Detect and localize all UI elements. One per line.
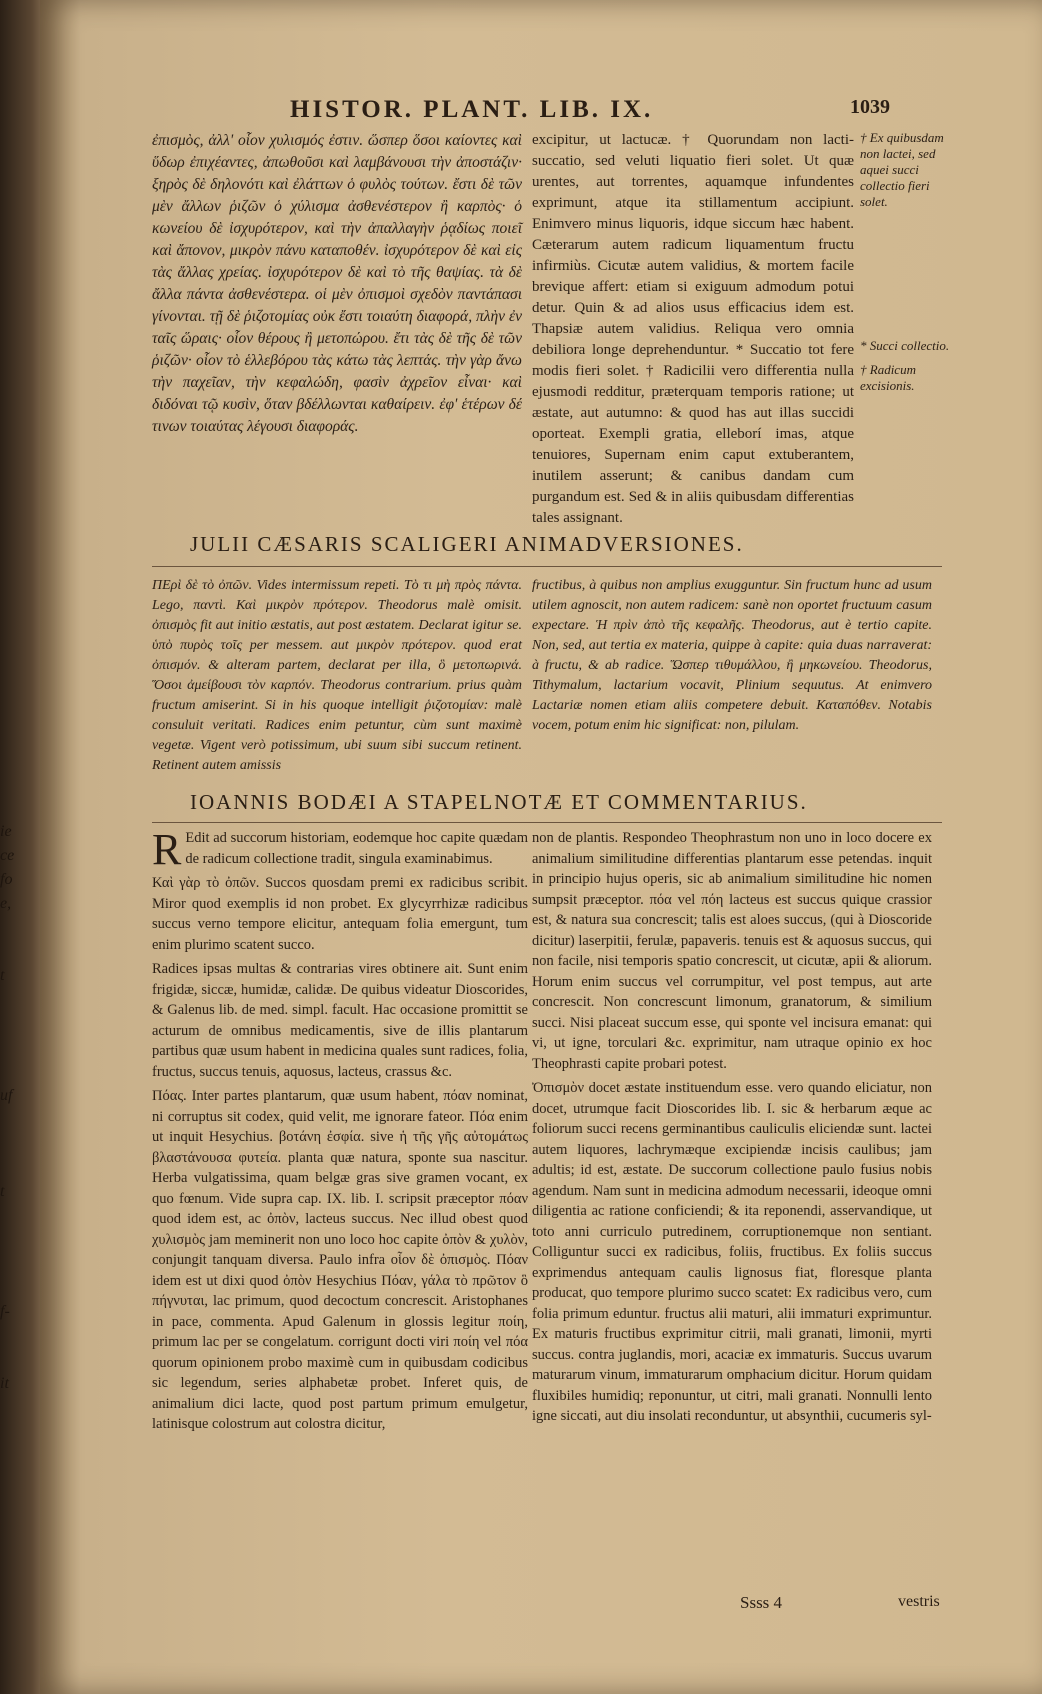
running-title: HISTOR. PLANT. LIB. IX. [290, 96, 654, 123]
margin-note: * Succi collectio. [860, 338, 950, 353]
bodaeus-right-column [532, 828, 932, 1431]
greek-text-column [152, 130, 522, 442]
commentary-paragraph: R Edit ad succorum historiam, eodemque hoc capite quædam de radicum collectione tradit, singula examinabimus. [152, 825, 528, 874]
marginal-notes [860, 130, 952, 402]
bodaeus-section-title: IOANNIS BODÆI A STAPELNOTÆ ET COMMENTARIUS. [190, 790, 808, 814]
commentary-paragraph: non de plantis. Respondeo Theophrastum non uno in loco docere ex animalium similitudine differentias plantarum esse petendas. inquit in principio hujus operis, sic ab animalium similitudine hic nomen sumpsit præceptor. πόα vel πόη lacteus est succus quique crassior est, & natura sua concrescit; talis est aloes succus, (qui à Dioscoride dicitur) laserpitii, ferulæ, papaveris. tenuis est & aquosus succus, qui non facile, nisi temporis spatio concrescit, ut cicutæ, apii & aliorum. Horum enim succus vel corrumpitur, vel post tempus, aut arte concrescit. Non concrescunt limonum, granatorum, & similium succi. Nisi placeat succum esse, qui sponte vel incisura emanat: qui vi, ut igne, torculari &c. exprimitur, nam utraque opinio ex hoc Theophrasti capite probari potest. [532, 830, 932, 1072]
divider-rule [152, 822, 942, 823]
scaliger-section-title: JULII CÆSARIS SCALIGERI ANIMADVERSIONES. [190, 532, 744, 556]
scaliger-text: ΠΕρὶ δὲ τὸ ὀπῶν. Vides intermissum repeti. Τὸ τι μὴ πρὸς πάντα. Lego, παντὶ. Καὶ μικρὸν πρότερον. Theodorus malè omisit. ὀπισμὸς fit aut initio æstatis, aut post æstatem. Declarat igitur se. ὑπὸ πυρὸς τοῖς per messem. aut μικρὸν πρότερον. quod erat ὀπισμόν. & alteram partem, declarat per illa, ὃ μετοπωρινά. Ὅσοι ἀμείβουσι τὸν καρπόν. Theodorus contrarium. prius quàm fructum amiserint. Si in his quoque intelligit ῥιζοτομίαν: malè consuluit veritati. Radices enim petuntur, cùm sunt maximè vegetæ. Vigent verò potissimum, ubi suum sibi succum retinent. Retinent autem amissis [152, 578, 522, 773]
latin-translation-column [532, 130, 854, 533]
previous-page-fragment: ie ce fo e, t uf t f- it [0, 823, 15, 1392]
drop-cap: R [152, 825, 182, 874]
page-number: 1039 [850, 96, 890, 118]
commentary-paragraph: Radices ipsas multas & contrarias vires obtinere ait. Sunt enim frigidæ, siccæ, humidæ, calidæ. De quibus videatur Dioscorides, & Galenus lib. de med. simpl. facult. Hac occasione promittit se acturum de omnibus medicamentis, sive de illis plantarum partibus quæ usum habent in medicina quales sunt radices, folia, fructus, succus tenuis, aquosus, lacteus, crassus &c. [152, 961, 528, 1080]
signature-mark: Ssss 4 [740, 1593, 783, 1612]
margin-note: † Radicum excisionis. [860, 362, 916, 393]
commentary-paragraph: Ὀπισμὸν docet æstate instituendum esse. vero quando eliciatur, non docet, utrumque facit Dioscorides lib. I. sic & herbarum æque ac foliorum succi recens germinantibus cauliculis eliciendæ sunt. lactei autem liquores, lachrymæque excipiendæ incisis caulibus; jam adultis; id est, æstate. De succorum collectione paulo fusius nobis agendum. Nam sunt in medicina admodum necessarii, ideoque omni diligentia ac ratione conficiendi; & ita reponendi, asservandique, ut toto anni curriculo putredinem, corruptionemque non sentiant. Colliguntur succi ex radicibus, foliis, fructibus. Ex foliis succus exprimendus antequam caulis lignosus fiat, floresque planta producat, quo tempore plurimo succo scatet: Ex radicibus vero, cum folia primum eduntur. fructus alii maturi, alii immaturi exprimuntur. Ex maturis fructibus exprimitur citrii, mali granati, limonii, myrti succus. contra juglandis, mori, acaciæ ex immaturis. Succus uvarum maturarum vinum, immaturarum omphacium dicitur. Horum quidam fluxibiles humidiq; reponuntur, ut citri, mali granati. Nonnulli lento igne siccati, aut diu insolati reconduntur, ut absynthii, cucumeris syl- [532, 1080, 932, 1424]
latin-paragraph: excipitur, ut lactucæ. † Quorundam non lacti-succatio, sed veluti liquatio fieri solet. Ut quæ urentes, aut torrentes, aquamque infundentes exprimunt, atque ita stillamentum accipiunt. Enimvero minus liquoris, idque siccum hæc habent. Cæterarum autem radicum liquamentum fructu infirmiùs. Cicutæ autem validius, & mortem facile brevique affert: etiam si exiguum admodum potui detur. Quin & ad alios usus efficacius idem est. Thapsiæ autem validius. Reliqua vero omnia debiliora longe deprehenduntur. * Succatio tot fere modis fieri solet. † Radicilii vero differentia nulla ejusmodi redditur, præterquam temporis ratione; ut æstate, aut autumno: & quod has aut illas succidi oporteat. Exempli gratia, elleborí imas, atque tenuiores, Supernam enim caput extuberantem, inutilem asserunt; & canibus dandam cum purgandum est. Sed & in aliis quibusdam differentias tales assignant. [532, 132, 854, 526]
scaliger-left-column [152, 576, 522, 780]
bodaeus-left-column [152, 825, 528, 1439]
catchword: vestris [898, 1593, 940, 1610]
divider-rule [152, 566, 942, 567]
scaliger-right-column [532, 576, 932, 740]
greek-paragraph: ἐπισμὸς, ἀλλ' οἷον χυλισμός ἐστιν. ὥσπερ ὅσοι καίοντες καὶ ὕδωρ ἐπιχέαντες, ἀπωθοῦσι καὶ λαμβάνουσι τὴν ἀποστάζιν· ξηρὸς δὲ δηλονότι καὶ ἐλάττων ὁ φυλὸς τούτων. ἔστι δὲ τῶν μὲν ἄλλων ῥιζῶν ὁ χύλισμα ἀσθενέστερον ἢ καρπὸς· ὁ κωνείου δὲ ἰσχυρότερον, καὶ τὴν ἀπαλλαγὴν ῥᾳδίως ποιεῖ καὶ ἄπονον, μικρὸν πάνυ καταποθέν. ἰσχυρότερον δὲ καὶ εἰς τὰς ἄλλας χρείας. ἰσχυρότερον δὲ καὶ τὸ τῆς θαψίας. τὰ δὲ ἄλλα πάντα ἀσθενέστερα. οἱ μὲν ὀπισμοὶ σχεδὸν παντάπασι γίνονται. τῇ δὲ ῥιζοτομίας οὐκ ἔστι τοιαύτη διαφορά, πλὴν ἐν ταῖς ὥραις· οἷον θέρους ἢ μετοπώρου. ἔτι τὰς δὲ τῆς δὲ τῶν ῥιζῶν· οἷον τὸ ἑλλεβόρου τὰς κάτω τὰς λεπτάς. τὴν γὰρ ἄνω τὴν παχεῖαν, τὴν κεφαλώδη, φασὶν ἀχρεῖον εἶναι· καὶ διδόναι τῷ κυσὶν, ὅταν βδέλλωνται καθαίρειν. ἐφ' ἑτέρων δέ τινων τοιαύτας λέγουσι διαφοράς. [152, 132, 522, 435]
scaliger-text: fructibus, à quibus non amplius exugguntur. Sin fructum hunc ad usum utilem agnoscit, non autem radicem: sanè non oportet fructuum casum expectare. Ἡ πρὶν ἀπὸ τῆς κεφαλῆς. Theodorus, aut è tertio capite. Non, sed, aut tertia ex materia, quippe à capite: quia duas narraverat: à fructu, & ab radice. Ὥσπερ τιθυμάλλου, ἢ μηκωνείου. Theodorus, Tithymalum, lactarium vocavit, Plinium sequutus. At enimvero Lactariæ nomen etiam aliis competere debuit. Καταπόθεν. Notabis vocem, potum enim hic significat: non, pilulam. [532, 578, 932, 733]
commentary-paragraph: Πόας. Inter partes plantarum, quæ usum habent, πόαν nominat, ni corruptus sit codex, quid velit, me ignorare fateor. Πόα enim ut inquit Hesychius. βοτάνη ἐσφία. sive ἡ τῆς γῆς αὐτομάτως βλαστάνουσα φυτεία. planta quæ natura, sponte sua nascitur. Herba vulgatissima, quam belgæ gras sive gramen vocant, ex quo fœnum. Vide supra cap. IX. lib. I. scripsit præceptor πόαν quod idem est, ac ὀπὸν, lacteus succus. Nec illud obest quod χυλισμὸς jam meminerit non uno loco hoc capite ὀπὸν & χυλὸν, conjungit tanquam diversa. Paulo infra οἷον δὲ ὀπισμὸς. Πόαν idem est ut dixi quod ὀπὸν Hesychius Πόαν, γάλα τὸ πρῶτον ὃ πήγνυται, lac primum, quod decoctum concrescit. Aristophanes in pace, commenta. Apud Galenum in glossis legitur ποίη, primum lac per se congelatum. corrigunt docti viri ποίη vel πόα quorum opinionem probo maximè cum in quibusdam codicibus sic legendum, series alphabetæ probet. Inferet quis, de animalium dici lacte, quod post partum primum emulgetur, latinisque colostrum aut colostra dicitur, [152, 1088, 528, 1432]
margin-note: † Ex quibusdam non lactei, sed aquei succi collectio fieri solet. [860, 130, 944, 209]
book-page [40, 0, 1042, 1694]
commentary-paragraph: Καὶ γὰρ τὸ ὀπῶν. Succos quosdam premi ex radicibus scribit. Miror quod exemplis id non probet. Ex glycyrrhizæ radicibus succus verno tempore elicitur, antequam folia emergunt, tum enim plurimo scatent succo. [152, 875, 528, 953]
